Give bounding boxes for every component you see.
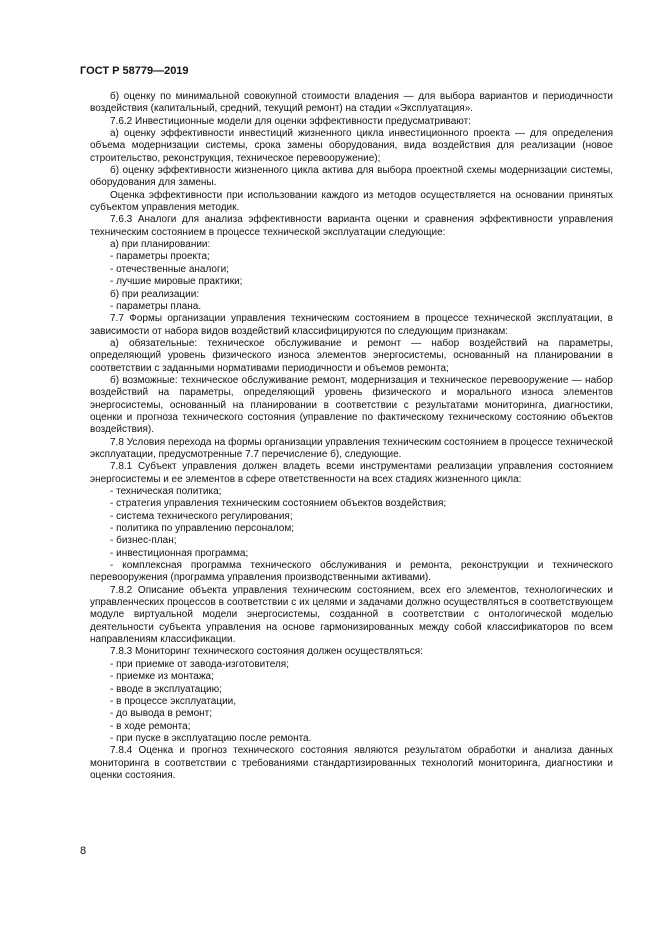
paragraph: 7.6.3 Аналоги для анализа эффективности варианта оценки и сравнения эффективности управления техническим состоянием в процессе технической эксплуатации следующие: bbox=[90, 214, 613, 238]
paragraph: - комплексная программа технического обслуживания и ремонта, реконструкции и технического перевооружения (программа управления производственными активами). bbox=[90, 560, 613, 584]
paragraph: а) обязательные: техническое обслуживание и ремонт — набор воздействий на параметры, определяющий уровень физического износа элементов энергосистемы, основанный на планировании в соответствии с заданными нормативами периодичности и объемов ремонта; bbox=[90, 337, 613, 374]
list-item: - инвестиционная программа; bbox=[110, 547, 249, 559]
paragraph: 7.8.4 Оценка и прогноз технического состояния являются результатом обработки и анализа данных мониторинга в соответствии с требованиями стандартизированных технологий мониторинга, диагностики и оценки состояния. bbox=[90, 745, 613, 781]
list-item: - политика по управлению персоналом; bbox=[110, 523, 295, 535]
list-item: - при приемке от завода-изготовителя; bbox=[110, 658, 289, 670]
list-item: - вводе в эксплуатацию; bbox=[110, 683, 222, 695]
page-number: 8 bbox=[80, 845, 87, 857]
document-header: ГОСТ Р 58779—2019 bbox=[80, 65, 189, 77]
paragraph: 7.8.3 Мониторинг технического состояния должен осуществляться: bbox=[110, 646, 423, 658]
list-item: - стратегия управления техническим состоянием объектов воздействия; bbox=[110, 498, 447, 510]
list-item: - параметры проекта; bbox=[110, 251, 210, 263]
list-item: - в процессе эксплуатации, bbox=[110, 695, 237, 707]
paragraph: а) оценку эффективности инвестиций жизненного цикла инвестиционного проекта — для определения объема модернизации системы, срока замены оборудования, вида воздействия для реализации (новое строительство, реконструкция, техническое перевооружение); bbox=[90, 128, 613, 164]
list-item: - в ходе ремонта; bbox=[110, 720, 191, 732]
list-item: - при пуске в эксплуатацию после ремонта. bbox=[110, 732, 312, 744]
list-item: б) при реализации: bbox=[110, 288, 200, 300]
list-item: - отечественные аналоги; bbox=[110, 263, 229, 275]
list-item: - до вывода в ремонт; bbox=[110, 708, 213, 720]
paragraph: 7.8 Условия перехода на формы организации управления техническим состоянием в процессе технической эксплуатации, предусмотренные 7.7 перечисление б), следующие. bbox=[90, 436, 613, 460]
paragraph: 7.8.2 Описание объекта управления техническим состоянием, всех его элементов, технологических и управленческих процессов в соответствии с их целями и задачами должно осуществляться в соответствующем модуле виртуальной модели энергосистемы, созданной в соответствии с онтологической моделью деятельности субъекта управления на основе гармонизированных между собой классификаторов по всем направлениям классификации. bbox=[90, 584, 613, 646]
paragraph: 7.6.2 Инвестиционные модели для оценки эффективности предусматривают: bbox=[110, 115, 471, 127]
paragraph: б) оценку эффективности жизненного цикла актива для выбора проектной схемы модернизации системы, оборудования для замены. bbox=[90, 165, 613, 189]
list-item: - параметры плана. bbox=[110, 300, 202, 312]
paragraph: Оценка эффективности при использовании каждого из методов осуществляется на основании принятых субъектом управления методик. bbox=[90, 189, 613, 214]
list-item: - система технического регулирования; bbox=[110, 510, 293, 522]
paragraph: б) оценку по минимальной совокупной стоимости владения — для выбора вариантов и периодичности воздействия (капитальный, средний, текущий ремонт) на стадии «Эксплуатация». bbox=[90, 91, 613, 115]
document-body bbox=[90, 91, 613, 782]
paragraph: 7.7 Формы организации управления техническим состоянием в процессе технической эксплуатации, в зависимости от набора видов воздействий классифицируются по следующим признакам: bbox=[90, 313, 613, 337]
paragraph: 7.8.1 Субъект управления должен владеть всеми инструментами реализации управления состоянием энергосистемы и ее элементов в сфере ответственности на всех стадиях жизненного цикла: bbox=[90, 461, 613, 485]
list-item: - лучшие мировые практики; bbox=[110, 276, 243, 288]
list-item: - бизнес-план; bbox=[110, 535, 177, 547]
list-item: а) при планировании: bbox=[110, 239, 211, 251]
paragraph: б) возможные: техническое обслуживание ремонт, модернизация и техническое перевооружение — набор воздействий на параметры, определяющий уровень физического и морального износа элементов энергосистемы, основанный на планировании в соответствии с результатами мониторинга, диагностики, оценки и прогноза технического состояния (управление по фактическому техническому состоянию объектов воздействия). bbox=[90, 374, 613, 436]
list-item: - техническая политика; bbox=[110, 486, 222, 497]
list-item: - приемке из монтажа; bbox=[110, 671, 214, 683]
